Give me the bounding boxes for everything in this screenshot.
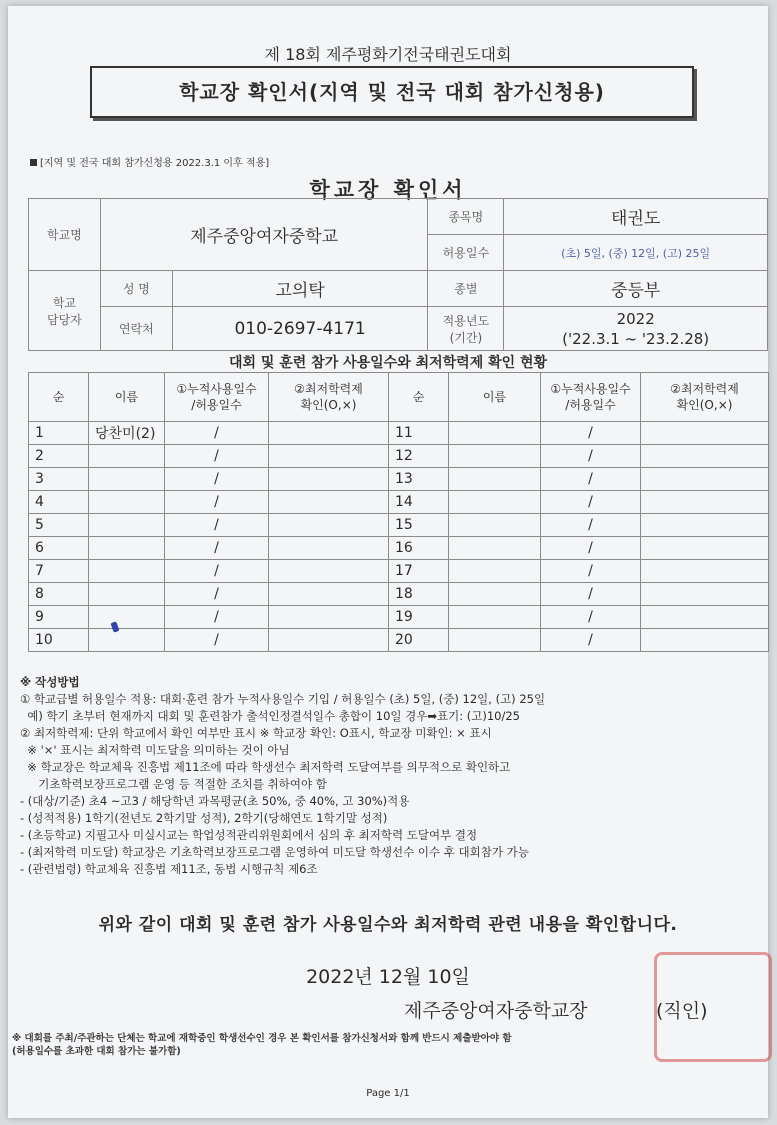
year-label: 적용년도 (기간) [428,307,504,351]
row-used: / [165,445,269,468]
header-no: 순 [29,373,89,422]
event-title: 제 18회 제주평화기전국태권도대회 [264,45,512,64]
row-used: / [541,514,641,537]
info-table [28,198,768,351]
table-row [29,514,769,537]
row-no: 14 [389,491,449,514]
row-check [641,468,769,491]
header-used: ①누적사용일수 /허용일수 [165,373,269,422]
row-used: / [541,422,641,445]
row-check [269,583,389,606]
note-line: ※ '×' 표시는 최저학력 미도달을 의미하는 것이 아님 [20,743,290,757]
row-no: 7 [29,560,89,583]
row-name [89,445,165,468]
row-check [641,491,769,514]
row-no: 13 [389,468,449,491]
header-used: ①누적사용일수 /허용일수 [541,373,641,422]
period-value: ('22.3.1 ~ '23.2.28) [562,329,710,348]
form-note: [지역 및 전국 대회 참가신청용 2022.3.1 이후 적용] [30,154,269,169]
row-no: 4 [29,491,89,514]
row-name: 당찬미(2) [89,422,165,445]
row-no: 15 [389,514,449,537]
instructions [20,674,760,878]
row-used: / [165,583,269,606]
row-check [641,629,769,652]
phone-value: 010-2697-4171 [172,307,428,351]
days-label: 허용일수 [428,235,504,271]
table-row [29,537,769,560]
row-check [269,514,389,537]
row-used: / [541,468,641,491]
note-line: 기초학력보장프로그램 운영 등 적절한 조치를 취하여야 함 [20,777,327,791]
table-row [29,491,769,514]
row-name [449,514,541,537]
row-no: 9 [29,606,89,629]
row-name [89,629,165,652]
table-row [29,468,769,491]
name-label: 성 명 [100,271,172,307]
row-name [449,445,541,468]
row-check [269,629,389,652]
row-no: 12 [389,445,449,468]
row-no: 3 [29,468,89,491]
row-name [449,583,541,606]
document-title: 학교장 확인서(지역 및 전국 대회 참가신청용) [90,66,694,118]
row-used: / [541,537,641,560]
row-name [89,514,165,537]
row-no: 2 [29,445,89,468]
row-name [89,583,165,606]
principal-name: 제주중앙여자중학교장 [404,1000,588,1022]
contact-label: 학교 담당자 [29,271,101,351]
row-no: 20 [389,629,449,652]
row-no: 11 [389,422,449,445]
seal-label: (직인) [656,1000,708,1022]
row-used: / [165,537,269,560]
row-check [269,422,389,445]
row-name [449,629,541,652]
row-check [269,560,389,583]
school-name: 제주중앙여자중학교 [100,199,428,271]
note-line: ① 학교급별 허용일수 적용: 대회·훈련 참가 누적사용일수 기입 / 허용일수 (초) 5일, (중) 12일, (고) 25일 [20,692,546,706]
row-check [641,445,769,468]
row-used: / [541,583,641,606]
row-check [269,468,389,491]
row-check [641,537,769,560]
row-used: / [541,445,641,468]
table-row [29,560,769,583]
school-label: 학교명 [29,199,101,271]
row-used: / [541,629,641,652]
row-no: 10 [29,629,89,652]
header-name: 이름 [449,373,541,422]
row-no: 6 [29,537,89,560]
row-no: 18 [389,583,449,606]
note-line: - (초등학교) 지필고사 미실시교는 학업성적관리위원회에서 심의 후 최저학력 도달여부 결정 [20,828,478,842]
square-bullet-icon [30,159,37,166]
row-check [641,560,769,583]
note-line: ※ 작성방법 [20,675,80,689]
row-name [449,537,541,560]
note-line: - (관련법령) 학교체육 진흥법 제11조, 동법 시행규칙 제6조 [20,862,318,876]
note-line: - (대상/기준) 초4 ~고3 / 해당학년 과목평균(초 50%, 중 40%, 고 30%)적용 [20,794,410,808]
note-line: - (성적적용) 1학기(전년도 2학기말 성적), 2학기(당해연도 1학기말 성적) [20,811,388,825]
row-name [89,491,165,514]
footnote: ※ 대회를 주최/주관하는 단체는 학교에 재학중인 학생선수인 경우 본 확인서를 참가신청서와 함께 반드시 제출받아야 함 (허용일수를 초과한 대회 참가는 불가함) [12,1033,512,1057]
participation-table [28,372,769,652]
row-name [449,606,541,629]
row-name [89,468,165,491]
note-line: - (최저학력 미도달) 학교장은 기초학력보장프로그램 운영하여 미도달 학생선수 이수 후 대회참가 가능 [20,845,529,859]
row-used: / [165,514,269,537]
name-value: 고의탁 [172,271,428,307]
row-name [89,606,165,629]
row-used: / [165,606,269,629]
row-no: 19 [389,606,449,629]
row-check [269,606,389,629]
sport-label: 종목명 [428,199,504,235]
declaration: 위와 같이 대회 및 훈련 참가 사용일수와 최저학력 관련 내용을 확인합니다. [98,915,678,935]
row-check [641,606,769,629]
row-no: 5 [29,514,89,537]
note-line: ※ 학교장은 학교체육 진흥법 제11조에 따라 학생선수 최저학력 도달여부를 의무적으로 확인하고 [20,760,511,774]
header-no: 순 [389,373,449,422]
row-used: / [165,422,269,445]
row-used: / [541,560,641,583]
row-name [449,468,541,491]
row-used: / [165,491,269,514]
row-used: / [165,560,269,583]
document-page [8,6,768,1118]
row-name [449,491,541,514]
row-check [641,422,769,445]
category-label: 종별 [428,271,504,307]
certificate-title: 학교장 확인서 [309,178,467,202]
phone-label: 연락처 [100,307,172,351]
sport-value: 태권도 [504,199,768,235]
row-name [89,560,165,583]
row-no: 1 [29,422,89,445]
row-name [449,422,541,445]
note-line: ② 최저학력제: 단위 학교에서 확인 여부만 표시 ※ 학교장 확인: O표시, 학교장 미확인: × 표시 [20,726,492,740]
table-row [29,445,769,468]
row-no: 8 [29,583,89,606]
issue-date: 2022년 12월 10일 [306,966,470,988]
note-line: 예) 학기 초부터 현재까지 대회 및 훈련참가 출석인정결석일수 총합이 10일 경우➡표기: (고)10/25 [20,709,520,723]
row-check [269,445,389,468]
row-check [641,583,769,606]
row-name [449,560,541,583]
table-row [29,606,769,629]
table-row [29,629,769,652]
year-cell [504,307,768,351]
header-name: 이름 [89,373,165,422]
row-used: / [541,491,641,514]
days-value: (초) 5일, (중) 12일, (고) 25일 [504,235,768,271]
row-check [269,491,389,514]
row-used: / [541,606,641,629]
row-name [89,537,165,560]
table-subtitle: 대회 및 훈련 참가 사용일수와 최저학력제 확인 현황 [228,355,548,371]
row-check [641,514,769,537]
header-check: ②최저학력제 확인(O,×) [269,373,389,422]
row-no: 16 [389,537,449,560]
row-check [269,537,389,560]
year-value: 2022 [616,309,655,328]
row-no: 17 [389,560,449,583]
row-used: / [165,468,269,491]
table-row [29,583,769,606]
header-check: ②최저학력제 확인(O,×) [641,373,769,422]
category-value: 중등부 [504,271,768,307]
row-used: / [165,629,269,652]
page-number: Page 1/1 [366,1088,410,1099]
table-row [29,422,769,445]
